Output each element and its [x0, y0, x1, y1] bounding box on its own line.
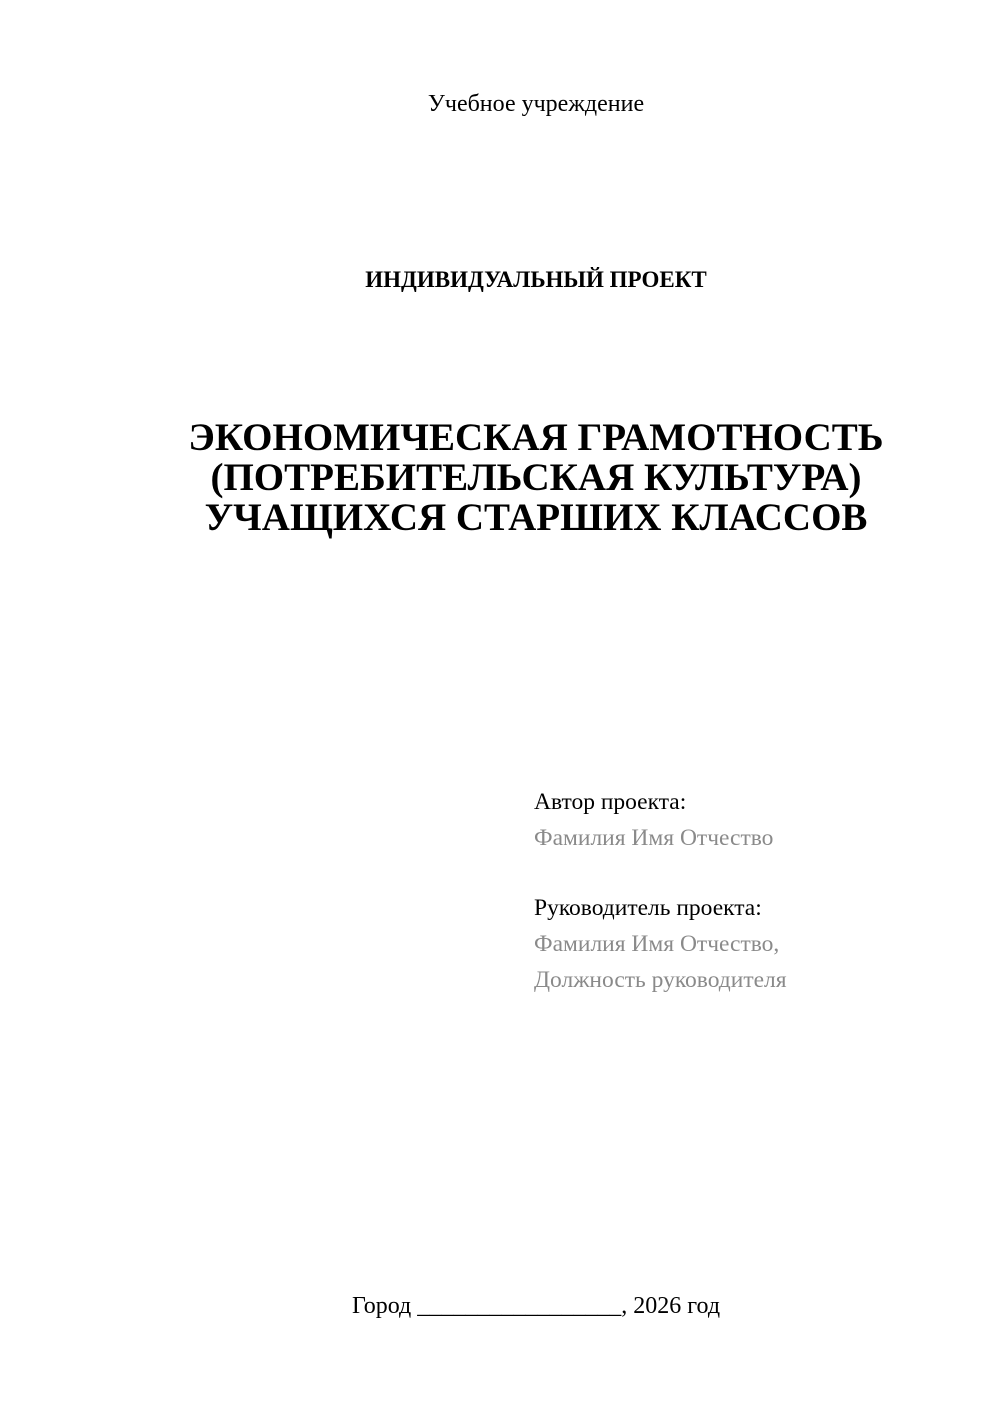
author-name: Фамилия Имя Отчество: [534, 825, 774, 851]
project-title-line-1: ЭКОНОМИЧЕСКАЯ ГРАМОТНОСТЬ: [188, 416, 884, 459]
credits-spacer: [534, 856, 974, 890]
supervisor-name: Фамилия Имя Отчество,: [534, 931, 780, 957]
project-title-line-2: (ПОТРЕБИТЕЛЬСКАЯ КУЛЬТУРА): [210, 456, 862, 499]
project-credits: [534, 784, 974, 998]
project-title: [0, 418, 1000, 538]
year-text: , 2026 год: [621, 1293, 721, 1319]
city-blank: _________________: [417, 1293, 622, 1319]
project-title-line-3: УЧАЩИХСЯ СТАРШИХ КЛАССОВ: [204, 496, 868, 539]
author-label: Автор проекта:: [534, 789, 687, 815]
supervisor-position: Должность руководителя: [534, 967, 787, 993]
city-label: Город: [351, 1293, 412, 1319]
supervisor-label: Руководитель проекта:: [534, 895, 762, 921]
institution-name: Учебное учреждение: [427, 91, 645, 117]
project-type-heading: ИНДИВИДУАЛЬНЫЙ ПРОЕКТ: [365, 267, 707, 292]
city-year-line: [0, 1290, 1000, 1322]
